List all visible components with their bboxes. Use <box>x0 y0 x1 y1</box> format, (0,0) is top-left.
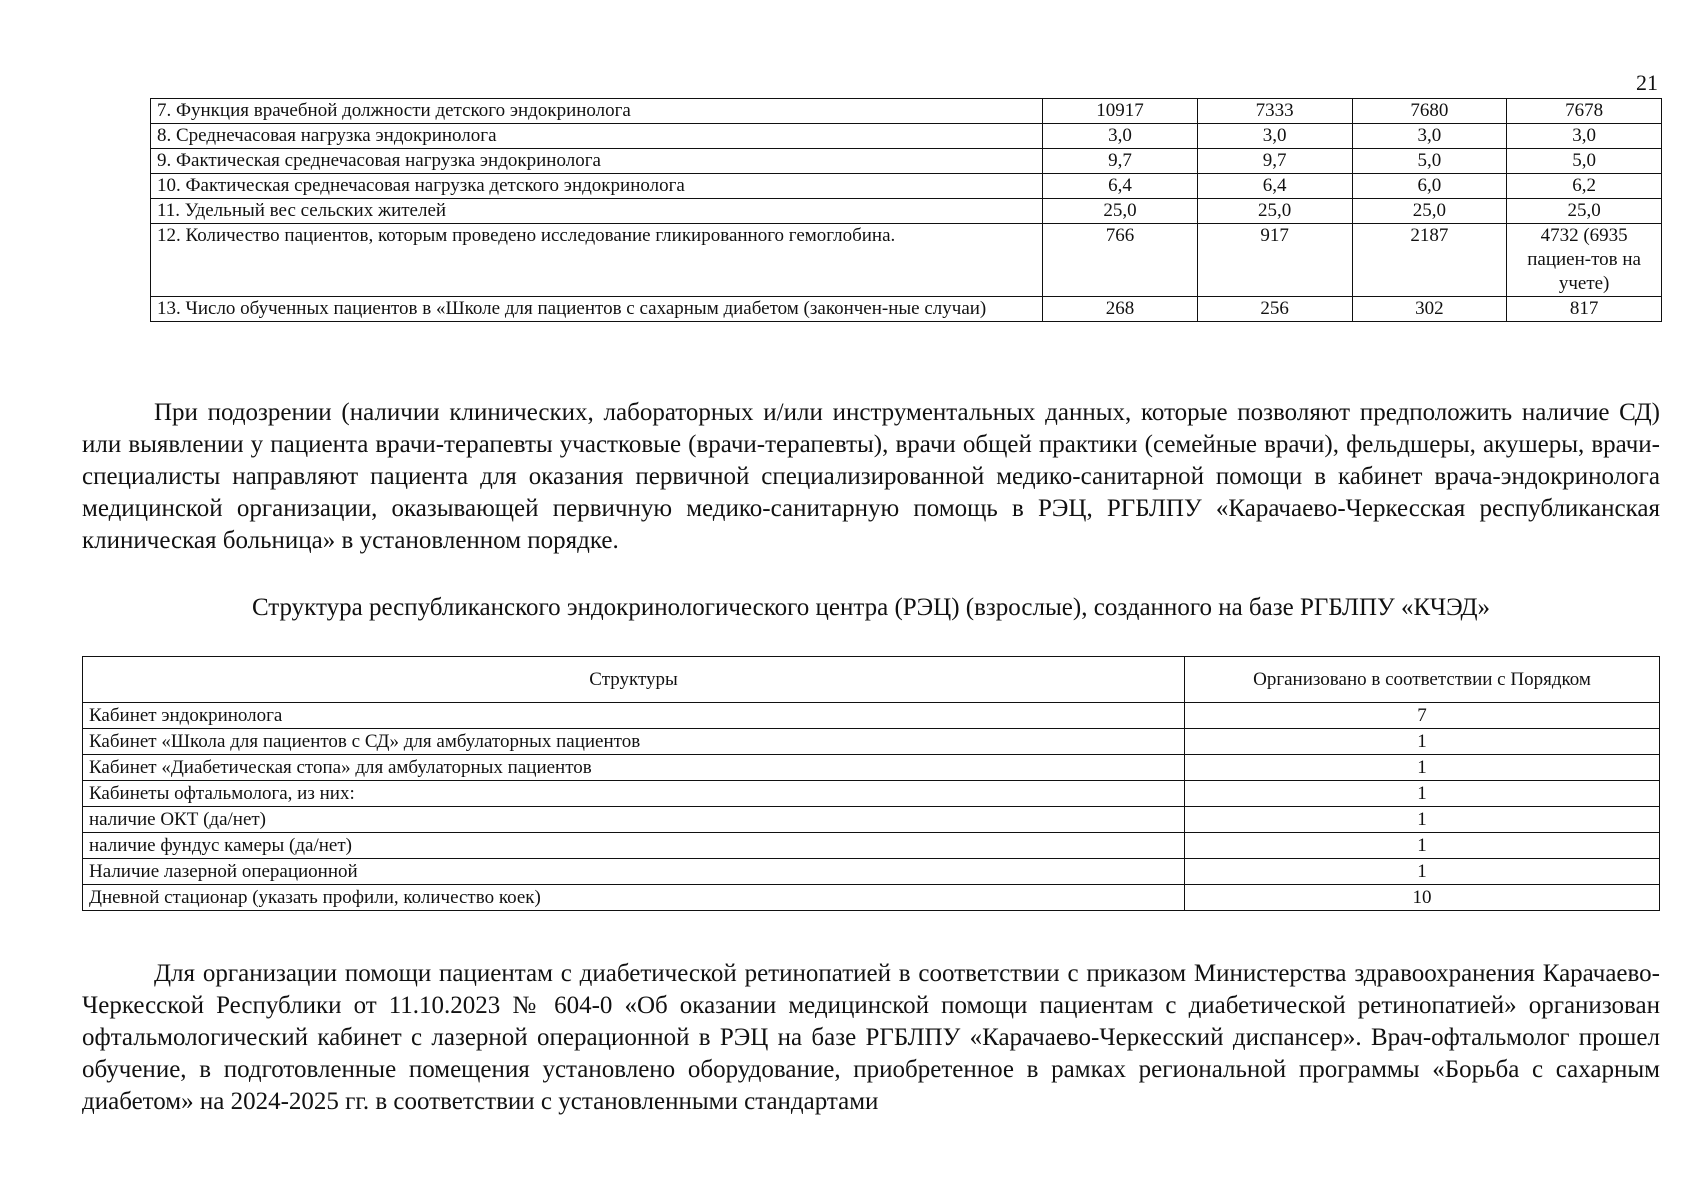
value-cell: 25,0 <box>1197 199 1352 224</box>
structure-value: 7 <box>1185 703 1660 729</box>
structure-name: наличие ОКТ (да/нет) <box>83 807 1185 833</box>
structure-name: наличие фундус камеры (да/нет) <box>83 833 1185 859</box>
structure-name: Кабинеты офтальмолога, из них: <box>83 781 1185 807</box>
structure-value: 1 <box>1185 781 1660 807</box>
structure-name: Кабинет «Диабетическая стопа» для амбулаторных пациентов <box>83 755 1185 781</box>
value-cell: 25,0 <box>1352 199 1507 224</box>
value-cell: 25,0 <box>1507 199 1662 224</box>
structure-name: Кабинет «Школа для пациентов с СД» для амбулаторных пациентов <box>83 729 1185 755</box>
structure-value: 1 <box>1185 859 1660 885</box>
value-cell: 6,4 <box>1043 174 1198 199</box>
row-label: 13. Число обученных пациентов в «Школе для пациентов с сахарным диабетом (закончен-ные случаи) <box>151 297 1043 322</box>
structure-value: 10 <box>1185 885 1660 911</box>
row-label: 9. Фактическая среднечасовая нагрузка эндокринолога <box>151 149 1043 174</box>
value-cell: 3,0 <box>1197 124 1352 149</box>
indicators-table <box>150 98 1662 322</box>
value-cell: 4732 (6935 пациен-тов на учете) <box>1507 224 1662 297</box>
table-row <box>83 729 1660 755</box>
table-row <box>83 781 1660 807</box>
structure-table <box>82 656 1660 911</box>
value-cell: 5,0 <box>1507 149 1662 174</box>
table-row <box>83 807 1660 833</box>
structure-value: 1 <box>1185 833 1660 859</box>
value-cell: 6,0 <box>1352 174 1507 199</box>
column-header: Структуры <box>83 657 1185 703</box>
value-cell: 256 <box>1197 297 1352 322</box>
value-cell: 917 <box>1197 224 1352 297</box>
column-header: Организовано в соответствии с Порядком <box>1185 657 1660 703</box>
row-label: 10. Фактическая среднечасовая нагрузка детского эндокринолога <box>151 174 1043 199</box>
value-cell: 10917 <box>1043 99 1198 124</box>
table-header-row <box>83 657 1660 703</box>
structure-name: Кабинет эндокринолога <box>83 703 1185 729</box>
table-row <box>151 297 1662 322</box>
value-cell: 3,0 <box>1507 124 1662 149</box>
value-cell: 2187 <box>1352 224 1507 297</box>
table-row <box>83 859 1660 885</box>
table-row <box>83 833 1660 859</box>
structure-value: 1 <box>1185 807 1660 833</box>
value-cell: 3,0 <box>1352 124 1507 149</box>
table-row <box>83 885 1660 911</box>
table-row <box>151 99 1662 124</box>
paragraph-retinopathy: Для организации помощи пациентам с диабетической ретинопатией в соответствии с приказом Министерства здравоохранения Карачаево- Черкесской Республики от 11.10.2023 № 604-0 «Об оказании медицинской помощи пациентам с диабетической ретинопатией» организован офтальмологический кабинет с лазерной операционной в РЭЦ на базе РГБЛПУ «Карачаево-Черкесский диспансер». Врач-офтальмолог прошел обучение, в подготовленные помещения установлено оборудование, приобретенное в рамках региональной программы «Борьба с сахарным диабетом» на 2024-2025 гг. в соответствии с установленными стандартами <box>82 960 1660 1115</box>
value-cell: 9,7 <box>1197 149 1352 174</box>
table-row <box>83 755 1660 781</box>
value-cell: 5,0 <box>1352 149 1507 174</box>
row-label: 12. Количество пациентов, которым проведено исследование гликированного гемоглобина. <box>151 224 1043 297</box>
structure-name: Дневной стационар (указать профили, количество коек) <box>83 885 1185 911</box>
value-cell: 7333 <box>1197 99 1352 124</box>
structure-name: Наличие лазерной операционной <box>83 859 1185 885</box>
structure-value: 1 <box>1185 729 1660 755</box>
structure-table-caption: Структура республиканского эндокринологического центра (РЭЦ) (взрослые), созданного на базе РГБЛПУ «КЧЭД» <box>251 594 1491 621</box>
value-cell: 9,7 <box>1043 149 1198 174</box>
page-number: 21 <box>1636 70 1658 95</box>
value-cell: 817 <box>1507 297 1662 322</box>
row-label: 7. Функция врачебной должности детского эндокринолога <box>151 99 1043 124</box>
value-cell: 268 <box>1043 297 1198 322</box>
table-row <box>151 199 1662 224</box>
value-cell: 766 <box>1043 224 1198 297</box>
value-cell: 6,4 <box>1197 174 1352 199</box>
table-row <box>151 149 1662 174</box>
row-label: 8. Среднечасовая нагрузка эндокринолога <box>151 124 1043 149</box>
row-label: 11. Удельный вес сельских жителей <box>151 199 1043 224</box>
table-row <box>151 124 1662 149</box>
value-cell: 6,2 <box>1507 174 1662 199</box>
value-cell: 7680 <box>1352 99 1507 124</box>
table-row <box>83 703 1660 729</box>
table-row <box>151 224 1662 297</box>
value-cell: 7678 <box>1507 99 1662 124</box>
value-cell: 25,0 <box>1043 199 1198 224</box>
paragraph-referral: При подозрении (наличии клинических, лабораторных и/или инструментальных данных, которые позволяют предположить наличие СД) или выявлении у пациента врачи-терапевты участковые (врачи-терапевты), врачи общей практики (семейные врачи), фельдшеры, акушеры, врачи-специалисты направляют пациента для оказания первичной специализированной медико-санитарной помощи в кабинет врача-эндокринолога медицинской организации, оказывающей первичную медико-санитарную помощь в РЭЦ, РГБЛПУ «Карачаево-Черкесская республиканская клиническая больница» в установленном порядке. <box>82 399 1660 554</box>
value-cell: 302 <box>1352 297 1507 322</box>
table-row <box>151 174 1662 199</box>
structure-value: 1 <box>1185 755 1660 781</box>
value-cell: 3,0 <box>1043 124 1198 149</box>
